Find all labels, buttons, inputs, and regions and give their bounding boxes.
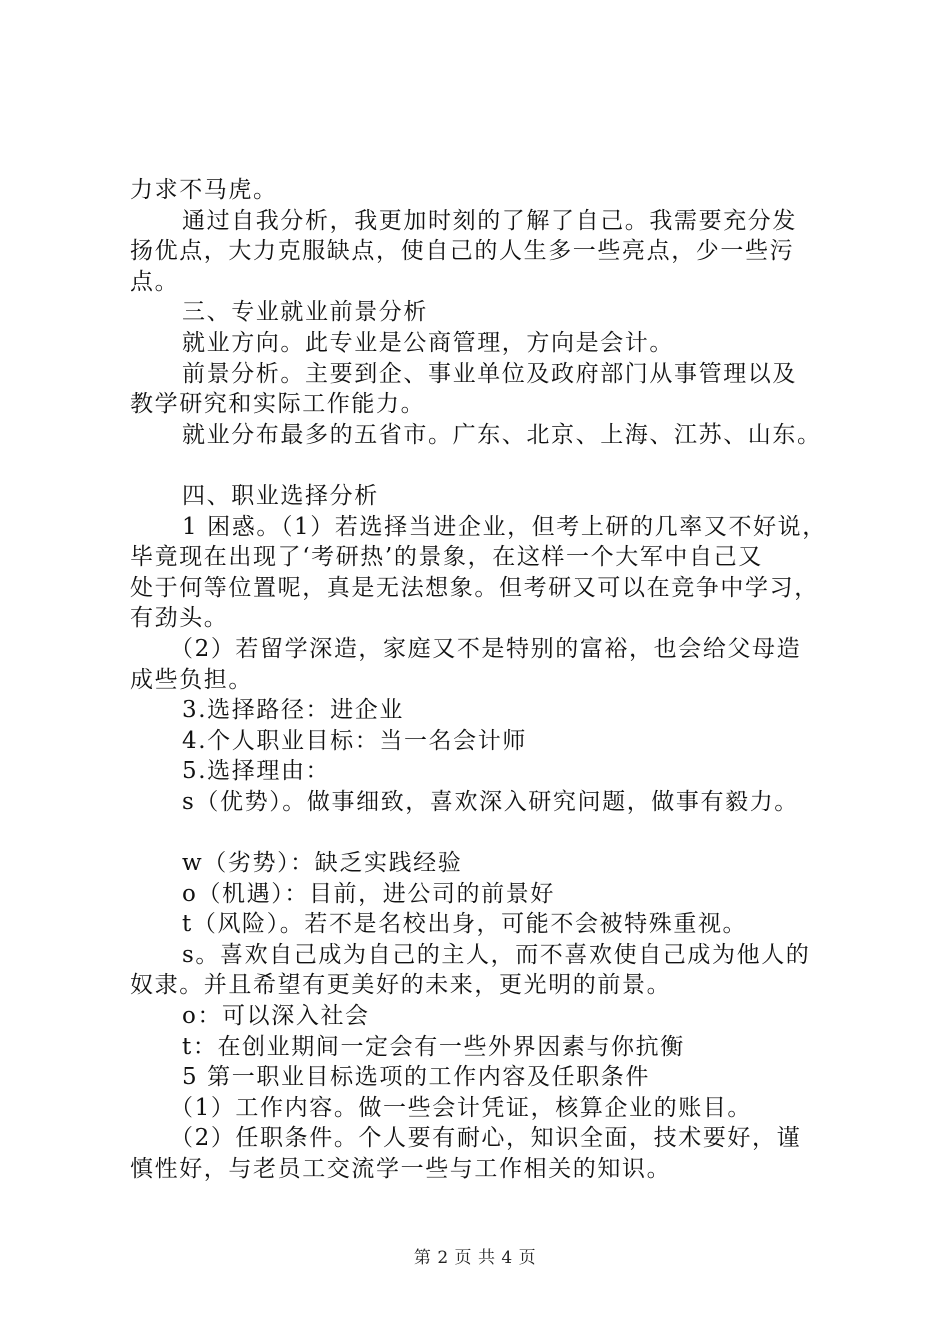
text-line: 就业分布最多的五省市。广东、北京、上海、江苏、山东。 [182,421,822,448]
spacer [130,450,840,481]
text-line: 教学研究和实际工作能力。 [130,391,426,418]
text-line: （1）工作内容。做一些会计凭证，核算企业的账目。 [170,1094,753,1121]
text-line: t：在创业期间一定会有一些外界因素与你抗衡 [182,1033,685,1060]
text-line: 力求不马虎。 [130,177,278,203]
page-footer: 第 2 页 共 4 页 [413,1248,537,1268]
text-line: 通过自我分析，我更加时刻的了解了自己。我需要充分发 [182,207,797,234]
spacer [130,817,840,848]
text-line: 成些负担。 [130,666,253,693]
text-line: s。喜欢自己成为自己的主人，而不喜欢使自己成为他人的 [182,941,811,968]
text-line: 就业方向。此专业是公商管理，方向是会计。 [182,329,674,356]
text-line: 处于何等位置呢，真是无法想象。但考研又可以在竞争中学习， [130,574,819,601]
text-line: （2）若留学深造，家庭又不是特别的富裕，也会给父母造 [170,635,802,662]
document-body [130,175,840,1185]
text-line: w（劣势）：缺乏实践经验 [182,850,463,877]
text-line: 慎性好，与老员工交流学一些与工作相关的知识。 [130,1156,672,1182]
text-line: 前景分析。主要到企、事业单位及政府部门从事管理以及 [182,360,797,387]
text-line: o（机遇）：目前，进公司的前景好 [182,880,555,907]
text-line: s（优势）。做事细致，喜欢深入研究问题，做事有毅力。 [182,788,799,815]
text-line: 5.选择理由： [182,758,331,785]
text-line: 1 困惑。（1）若选择当进企业，但考上研的几率又不好说， [182,513,827,540]
text-line: 毕竟现在出现了‘考研热’的景象，在这样一个大军中自己又 [130,544,763,571]
section-heading: 三、专业就业前景分析 [182,299,428,326]
text-line: 扬优点，大力克服缺点，使自己的人生多一些亮点，少一些污 [130,238,795,265]
text-line: 点。 [130,268,180,295]
text-line: 奴隶。并且希望有更美好的未来，更光明的前景。 [130,972,672,999]
section-heading: 四、职业选择分析 [182,482,379,509]
text-line: 3.选择路径：进企业 [182,697,404,724]
text-line: 4.个人职业目标：当一名会计师 [182,727,527,754]
text-line: 有劲头。 [130,605,229,632]
text-line: t（风险）。若不是名校出身，可能不会被特殊重视。 [182,911,748,938]
text-line: （2）任职条件。个人要有耐心，知识全面，技术要好，谨 [170,1125,802,1152]
text-line: 5 第一职业目标选项的工作内容及任职条件 [182,1064,650,1091]
text-line: o：可以深入社会 [182,1003,370,1030]
